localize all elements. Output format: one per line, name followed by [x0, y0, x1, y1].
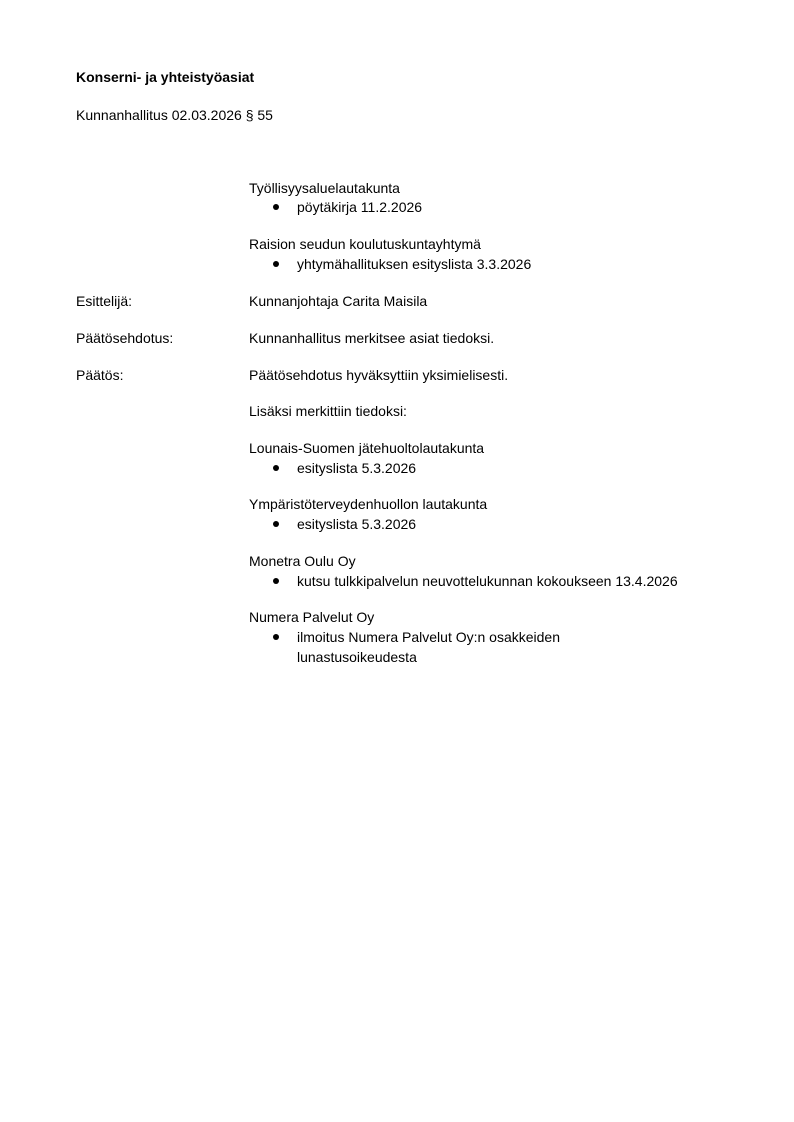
proposal-label: Päätösehdotus: [76, 330, 174, 346]
org-name: Lounais-Suomen jätehuoltolautakunta [249, 440, 485, 456]
bullet-icon [273, 465, 279, 471]
bullet-icon [273, 521, 279, 527]
org-name: Numera Palvelut Oy [249, 609, 375, 625]
bullet-icon [273, 634, 279, 640]
list-item: ilmoitus Numera Palvelut Oy:n osakkeiden [297, 629, 561, 645]
bullet-icon [273, 578, 279, 584]
list-item: kutsu tulkkipalvelun neuvottelukunnan kokoukseen 13.4.2026 [297, 573, 678, 589]
bullet-icon [273, 261, 279, 267]
org-name: Monetra Oulu Oy [249, 553, 356, 569]
presenter-value: Kunnanjohtaja Carita Maisila [249, 293, 428, 309]
org-name: Raision seudun koulutuskuntayhtymä [249, 236, 481, 252]
additional-intro: Lisäksi merkittiin tiedoksi: [249, 403, 407, 419]
page-title: Konserni- ja yhteistyöasiat [76, 69, 255, 85]
list-item: pöytäkirja 11.2.2026 [297, 199, 423, 215]
bullet-icon [273, 204, 279, 210]
org-name: Ympäristöterveydenhuollon lautakunta [249, 496, 488, 512]
list-item: esityslista 5.3.2026 [297, 460, 417, 476]
meeting-reference: Kunnanhallitus 02.03.2026 § 55 [76, 107, 273, 123]
decision-value: Päätösehdotus hyväksyttiin yksimielisesti. [249, 367, 509, 383]
decision-label: Päätös: [76, 367, 124, 383]
list-item-continuation: lunastusoikeudesta [297, 649, 417, 665]
proposal-value: Kunnanhallitus merkitsee asiat tiedoksi. [249, 330, 495, 346]
list-item: esityslista 5.3.2026 [297, 516, 417, 532]
presenter-label: Esittelijä: [76, 293, 133, 309]
org-name: Työllisyysaluelautakunta [249, 180, 400, 196]
list-item: yhtymähallituksen esityslista 3.3.2026 [297, 256, 532, 272]
